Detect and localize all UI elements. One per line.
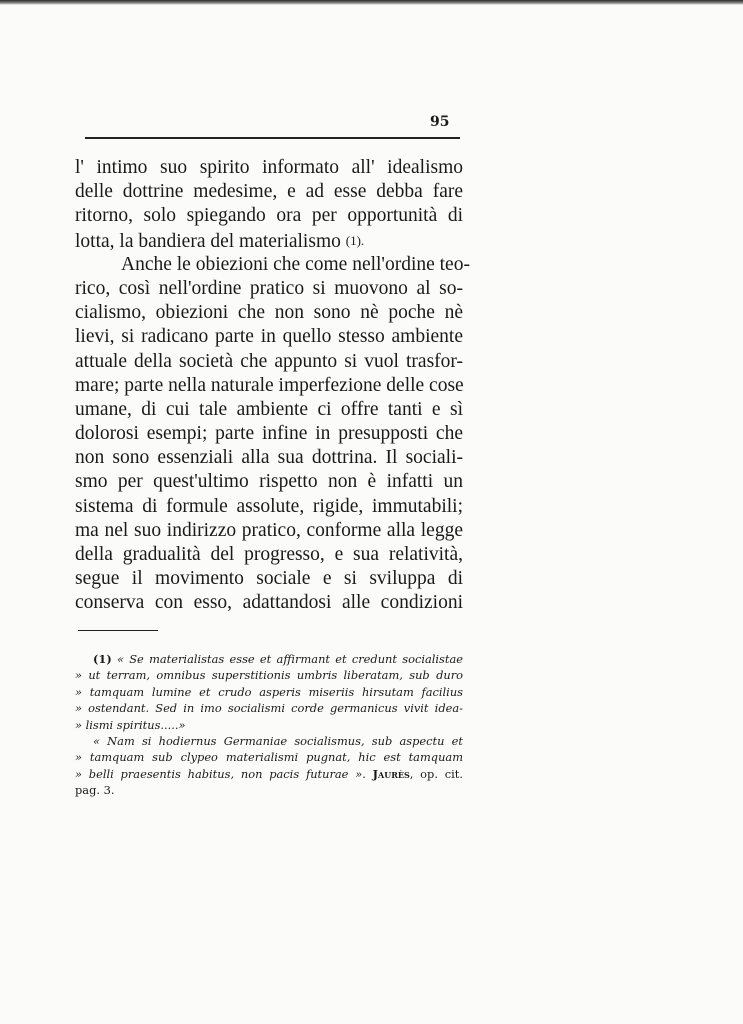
- text-line: lievi, si radicano parte in quello stesso ambiente: [75, 326, 463, 348]
- text-line: [75, 229, 463, 253]
- text-line: ma nel suo indirizzo pratico, conforme alla legge: [75, 519, 463, 541]
- footnote: [75, 651, 463, 799]
- footnote-text: » belli praesentis habitus, non pacis futurae ».: [75, 766, 366, 781]
- header-rule: [85, 137, 460, 139]
- footnote-line: » ostendant. Sed in imo socialismi corde germanicus vivit idea-: [75, 701, 463, 716]
- text-line: non sono essenziali alla sua dottrina. Il sociali-: [75, 447, 463, 469]
- footnote-rule: [78, 630, 158, 631]
- text-line: umane, di cui tale ambiente ci offre tanti e sì: [75, 398, 463, 420]
- footnote-line: pag. 3.: [75, 783, 115, 798]
- footnote-text: « Se materialistas esse et affirmant et credunt socialistae: [117, 652, 463, 666]
- text-line: mare; parte nella naturale imperfezione delle cose: [75, 374, 464, 396]
- text-line: smo per quest'ultimo rispetto non è infatti un: [75, 471, 463, 493]
- text-line: l' intimo suo spirito informato all' idealismo: [75, 157, 463, 178]
- page-number: 95: [430, 114, 450, 130]
- footnote-line: « Nam si hodiernus Germaniae socialismus, sub aspectu et: [93, 733, 463, 748]
- footnote-marker: (1): [93, 652, 112, 666]
- citation-author: Jaurès: [372, 766, 410, 781]
- text-line-content: lotta, la bandiera del materialismo: [75, 230, 341, 252]
- text-line: Anche le obiezioni che come nell'ordine teo-: [121, 253, 470, 275]
- text-line: ritorno, solo spiegando ora per opportunità di: [75, 205, 463, 227]
- body-text: [75, 156, 470, 616]
- footnote-line: [75, 651, 463, 667]
- footnote-line: » tamquam lumine et crudo asperis miseriis hirsutam facilius: [75, 684, 463, 699]
- footnote-reference: (1).: [345, 232, 365, 248]
- text-line: della gradualità del progresso, e sua relatività,: [75, 544, 463, 565]
- footnote-line: » ut terram, omnibus superstitionis umbris liberatam, sub duro: [75, 668, 463, 683]
- text-line: dolorosi esempi; parte infine in presupposti che: [75, 423, 463, 445]
- text-line: sistema di formule assolute, rigide, immutabili;: [75, 495, 463, 517]
- citation-ref: , op. cit.: [409, 766, 463, 781]
- text-line: cialismo, obiezioni che non sono nè poche nè: [75, 302, 463, 324]
- text-line: delle dottrine medesime, e ad esse debba fare: [75, 181, 463, 203]
- text-line: rico, così nell'ordine pratico si muovono al so-: [75, 277, 463, 299]
- footnote-line: » lismi spiritus.....»: [75, 717, 186, 732]
- footnote-line: [75, 766, 463, 782]
- scan-edge: [0, 0, 743, 5]
- footnote-line: » tamquam sub clypeo materialismi pugnat, hic est tamquam: [75, 750, 463, 765]
- text-line: conserva con esso, adattandosi alle condizioni: [75, 592, 463, 614]
- text-line: attuale della società che appunto si vuol trasfor-: [75, 350, 463, 372]
- text-line: segue il movimento sociale e si sviluppa di: [75, 568, 463, 590]
